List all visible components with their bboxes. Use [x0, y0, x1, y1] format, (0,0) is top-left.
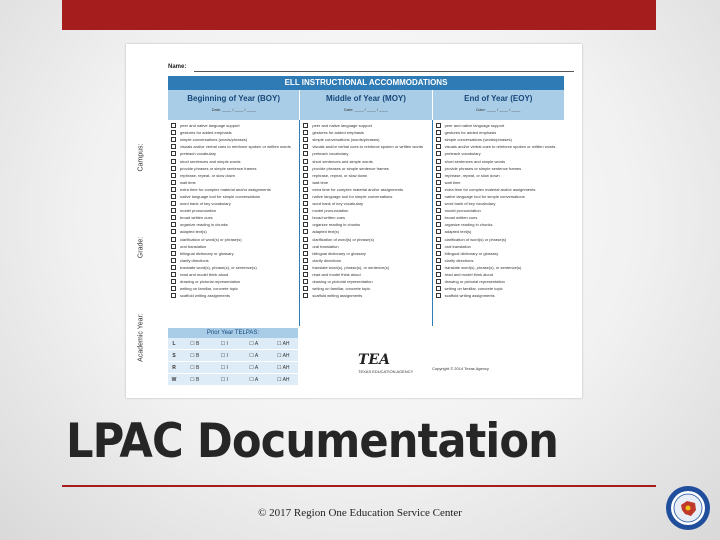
checkbox-icon [171, 208, 176, 213]
accommodation-label: bilingual dictionary or glossary [444, 250, 499, 256]
accommodation-label: oral translation [444, 243, 471, 249]
region-one-seal-icon [665, 485, 711, 531]
accommodation-label: visuals and/or verbal cues to reinforce spoken or written words [180, 144, 291, 150]
accommodation-label: gestures for added emphasis [180, 130, 232, 136]
checkbox-icon [303, 258, 308, 263]
prior-year-row [168, 338, 298, 350]
checkbox-icon [436, 222, 441, 227]
accommodation-label: wait time [180, 179, 196, 185]
accommodation-item [436, 221, 561, 228]
accommodation-item [171, 150, 296, 157]
checkbox-icon [303, 166, 308, 171]
accommodation-label: simple conversations (words/phrases) [180, 137, 248, 143]
checkbox-icon [171, 166, 176, 171]
checkbox-icon [171, 130, 176, 135]
checkbox-icon [171, 222, 176, 227]
accommodation-label: translate word(s), phrase(s), or sentence(s) [312, 264, 390, 270]
checkbox-icon [303, 279, 308, 284]
accommodation-item [436, 200, 561, 207]
proficiency-option: ☐ AH [276, 364, 290, 371]
accommodation-label: read and model think aloud [312, 272, 361, 278]
tea-logo [358, 352, 413, 374]
checkbox-icon [436, 151, 441, 156]
proficiency-option: ☐ B [190, 376, 200, 383]
title-underline [62, 485, 656, 487]
accommodation-label: drawing or pictorial representation [180, 279, 241, 285]
checkbox-icon [303, 123, 308, 128]
accommodation-label: extra time for complex material and/or assignments [444, 186, 536, 192]
checkbox-icon [171, 173, 176, 178]
checkbox-icon [303, 194, 308, 199]
checkbox-icon [436, 123, 441, 128]
checkbox-icon [171, 258, 176, 263]
accommodation-item [436, 257, 561, 264]
accommodation-item [303, 285, 428, 292]
checkbox-icon [436, 229, 441, 234]
accommodation-label: provide phrases or simple sentence frames [312, 165, 389, 171]
domain-label: W [171, 376, 177, 383]
table-title: ELL INSTRUCTIONAL ACCOMMODATIONS [168, 76, 564, 90]
accommodation-item [303, 150, 428, 157]
checkbox-icon [171, 159, 176, 164]
accommodations-table [168, 76, 564, 326]
accommodation-label: model pronunciation [444, 208, 481, 214]
proficiency-option: ☐ B [190, 352, 200, 359]
prior-year-row [168, 374, 298, 386]
accommodation-label: short sentences and simple words [444, 158, 506, 164]
accommodation-label: native language tool for simple conversations [444, 193, 525, 199]
campus-label: Campus: [137, 143, 145, 172]
accommodation-label: oral translation [180, 243, 207, 249]
accommodation-item [436, 243, 561, 250]
accommodation-item [436, 122, 561, 129]
accommodation-item [171, 122, 296, 129]
accommodation-item [436, 214, 561, 221]
accommodation-item [436, 250, 561, 257]
accommodation-label: rephrase, repeat, or slow down [444, 172, 500, 178]
accommodation-item [436, 292, 561, 299]
accommodation-item [303, 193, 428, 200]
accommodation-label: clarify directions [444, 257, 474, 263]
accommodation-label: oral translation [312, 243, 339, 249]
prior-year-title: Prior Year TELPAS: [168, 328, 298, 338]
accommodation-item [436, 264, 561, 271]
moy-column [300, 120, 432, 326]
prior-year-row [168, 362, 298, 374]
accommodation-item [303, 292, 428, 299]
accommodation-item [303, 214, 428, 221]
accommodation-item [303, 221, 428, 228]
checkbox-icon [436, 144, 441, 149]
checkbox-icon [171, 265, 176, 270]
accommodation-label: bilingual dictionary or glossary [312, 250, 366, 256]
checkbox-icon [436, 251, 441, 256]
accommodation-item [303, 165, 428, 172]
accommodation-label: scaffold writing assignments [312, 293, 363, 299]
checkbox-icon [303, 180, 308, 185]
checkbox-icon [303, 222, 308, 227]
checkbox-icon [303, 286, 308, 291]
name-line [194, 71, 574, 72]
accommodation-label: peer and native language support [444, 123, 505, 129]
accommodation-item [303, 236, 428, 243]
domain-label: L [172, 340, 176, 347]
accommodation-item [303, 243, 428, 250]
accommodation-item [171, 214, 296, 221]
accommodation-label: provide phrases or simple sentence frames [444, 165, 522, 171]
accommodation-item [171, 157, 296, 164]
accommodation-label: model pronunciation [312, 208, 349, 214]
accommodation-label: rephrase, repeat, or slow down [312, 172, 368, 178]
accommodation-item [303, 143, 428, 150]
accommodation-label: drawing or pictorial representation [312, 279, 373, 285]
checkbox-icon [303, 173, 308, 178]
checkbox-icon [436, 279, 441, 284]
accommodation-label: rephrase, repeat, or slow down [180, 172, 235, 178]
accommodation-label: scaffold writing assignments [180, 293, 230, 299]
accommodation-item [436, 157, 561, 164]
accommodation-label: clarification of word(s) or phrase(s) [312, 236, 374, 242]
accommodation-label: adapted text(s) [312, 229, 340, 235]
proficiency-option: ☐ A [249, 352, 259, 359]
checkbox-icon [171, 293, 176, 298]
accommodation-label: organize reading in chunks [444, 222, 493, 228]
accommodation-item [171, 207, 296, 214]
checkbox-icon [303, 265, 308, 270]
accommodation-item [171, 257, 296, 264]
accommodation-label: simple conversations (words/phrases) [444, 137, 512, 143]
boy-heading: Beginning of Year (BOY) [187, 94, 281, 103]
checkbox-icon [171, 151, 176, 156]
accommodation-label: adapted text(s) [444, 229, 472, 235]
eoy-column [433, 120, 564, 326]
checkbox-icon [303, 293, 308, 298]
proficiency-option: ☐ AH [276, 376, 290, 383]
prior-year-row [168, 350, 298, 362]
accommodation-label: wait time [444, 179, 461, 185]
accommodation-label: peer and native language support [312, 123, 372, 129]
proficiency-option: ☐ A [249, 364, 259, 371]
checkbox-icon [436, 159, 441, 164]
checkbox-icon [436, 265, 441, 270]
accommodation-item [171, 136, 296, 143]
slide-title: LPAC Documentation [66, 414, 558, 469]
moy-header [300, 90, 432, 120]
checkbox-icon [436, 293, 441, 298]
checkbox-icon [303, 201, 308, 206]
accommodation-item [303, 228, 428, 235]
accommodation-label: organize reading in chunks [312, 222, 361, 228]
checkbox-icon [303, 244, 308, 249]
accommodation-item [171, 172, 296, 179]
accommodation-item [436, 150, 561, 157]
accommodation-item [436, 278, 561, 285]
accommodation-label: preteach vocabulary [180, 151, 217, 157]
accommodation-item [171, 143, 296, 150]
accommodations-form-image [126, 44, 582, 398]
checkbox-icon [303, 251, 308, 256]
form-copyright: Copyright © 2014 Texas Agency [432, 366, 489, 371]
accommodation-item [171, 243, 296, 250]
checkbox-icon [436, 237, 441, 242]
accommodation-label: model pronunciation [180, 208, 217, 214]
accommodation-label: broad written cues [444, 215, 478, 221]
checkbox-icon [436, 208, 441, 213]
proficiency-option: ☐ A [249, 376, 259, 383]
accommodation-label: short sentences and simple words [312, 158, 373, 164]
accommodation-label: broad written cues [312, 215, 346, 221]
checkbox-icon [303, 137, 308, 142]
domain-label: R [172, 364, 176, 371]
checkbox-icon [436, 180, 441, 185]
accommodation-item [171, 186, 296, 193]
accommodation-item [303, 278, 428, 285]
accommodation-item [303, 179, 428, 186]
accommodation-item [303, 264, 428, 271]
checkbox-icon [171, 201, 176, 206]
checkbox-icon [171, 215, 176, 220]
checkbox-icon [171, 286, 176, 291]
checkbox-icon [171, 272, 176, 277]
accommodation-label: read and model think aloud [180, 272, 229, 278]
moy-date: Date: ____ / ____ / ____ [343, 107, 389, 112]
tea-logo-text: TEA [358, 352, 390, 368]
accommodation-label: clarification of word(s) or phrase(s) [180, 236, 242, 242]
proficiency-option: ☐ AH [276, 340, 290, 347]
accommodation-label: clarification of word(s) or phrase(s) [444, 236, 507, 242]
proficiency-option: ☐ B [190, 364, 200, 371]
accommodation-label: wait time [312, 179, 329, 185]
checkbox-icon [436, 215, 441, 220]
boy-column [168, 120, 300, 326]
accommodation-label: scaffold writing assignments [444, 293, 495, 299]
accommodation-label: gestures for added emphasis [312, 130, 364, 136]
accommodation-label: adapted text(s) [180, 229, 207, 235]
accommodation-label: clarify directions [312, 257, 342, 263]
accommodation-item [171, 278, 296, 285]
checkbox-icon [171, 237, 176, 242]
accommodation-item [171, 264, 296, 271]
accommodation-label: provide phrases or simple sentence frames [180, 165, 257, 171]
slide-footer: © 2017 Region One Education Service Center [258, 507, 462, 519]
checkbox-icon [303, 144, 308, 149]
boy-header [168, 90, 300, 120]
proficiency-option: ☐ I [220, 376, 228, 383]
accommodation-label: simple conversations (words/phrases) [312, 137, 380, 143]
accommodation-label: native language tool for simple conversations [312, 193, 393, 199]
accommodation-label: gestures for added emphasis [444, 130, 497, 136]
accommodation-item [436, 271, 561, 278]
accommodation-item [436, 129, 561, 136]
accommodation-item [171, 165, 296, 172]
checkbox-icon [171, 180, 176, 185]
accommodation-item [436, 285, 561, 292]
accommodation-label: drawing or pictorial representation [444, 279, 505, 285]
accommodation-label: translate word(s), phrase(s), or sentence(s) [444, 264, 522, 270]
prior-year-telpas [168, 328, 298, 384]
checkbox-icon [171, 251, 176, 256]
accommodation-item [171, 250, 296, 257]
accommodation-item [171, 285, 296, 292]
checkbox-icon [436, 130, 441, 135]
checkbox-icon [171, 137, 176, 142]
checkbox-icon [436, 173, 441, 178]
checkbox-icon [303, 272, 308, 277]
proficiency-option: ☐ B [190, 340, 200, 347]
proficiency-option: ☐ I [220, 340, 228, 347]
accommodation-item [303, 271, 428, 278]
name-label: Name: [168, 64, 187, 70]
checkbox-icon [303, 187, 308, 192]
accommodation-item [436, 207, 561, 214]
accommodation-item [303, 257, 428, 264]
accommodation-item [171, 271, 296, 278]
checkbox-icon [436, 272, 441, 277]
accommodation-item [436, 193, 561, 200]
academic-year-label: Academic Year: [137, 313, 145, 362]
checkbox-icon [171, 123, 176, 128]
accommodation-item [436, 143, 561, 150]
accommodation-label: read and model think aloud [444, 272, 493, 278]
accommodation-label: short sentences and simple words [180, 158, 241, 164]
accommodation-item [436, 172, 561, 179]
accommodation-label: native language tool for simple conversations [180, 193, 261, 199]
checkbox-icon [436, 286, 441, 291]
checkbox-icon [436, 244, 441, 249]
checkbox-icon [436, 258, 441, 263]
checkbox-icon [303, 159, 308, 164]
accommodation-label: writing on familiar, concrete topic [444, 286, 503, 292]
accommodation-item [303, 200, 428, 207]
accommodation-item [303, 122, 428, 129]
checkbox-icon [436, 187, 441, 192]
accommodation-label: clarify directions [180, 257, 209, 263]
accommodation-label: word bank of key vocabulary [312, 201, 364, 207]
accommodation-item [303, 129, 428, 136]
accommodation-item [171, 228, 296, 235]
tea-logo-subtext: TEXAS EDUCATION AGENCY [358, 369, 414, 374]
checkbox-icon [171, 229, 176, 234]
checkbox-icon [303, 208, 308, 213]
accommodation-item [171, 179, 296, 186]
accommodation-label: bilingual dictionary or glossary [180, 250, 234, 256]
accommodation-item [436, 165, 561, 172]
accommodation-item [436, 236, 561, 243]
proficiency-option: ☐ I [220, 364, 228, 371]
checkbox-icon [436, 201, 441, 206]
accommodation-item [303, 157, 428, 164]
checkbox-icon [303, 237, 308, 242]
eoy-heading: End of Year (EOY) [464, 94, 533, 103]
accommodation-item [436, 228, 561, 235]
checkbox-icon [303, 130, 308, 135]
accommodation-label: extra time for complex material and/or assignments [312, 186, 404, 192]
accommodation-label: preteach vocabulary [312, 151, 349, 157]
checkbox-icon [171, 279, 176, 284]
accommodation-item [303, 172, 428, 179]
accommodation-label: writing on familiar, concrete topic [312, 286, 371, 292]
accommodation-item [303, 136, 428, 143]
checkbox-icon [171, 244, 176, 249]
checkbox-icon [303, 151, 308, 156]
accommodation-label: translate word(s), phrase(s), or sentence(s) [180, 264, 257, 270]
accommodation-item [303, 207, 428, 214]
accommodation-item [171, 193, 296, 200]
boy-date: Date: ____ / ____ / ____ [211, 107, 256, 112]
accommodation-item [171, 221, 296, 228]
accommodation-label: visuals and/or verbal cues to reinforce spoken or written words [312, 144, 424, 150]
checkbox-icon [171, 144, 176, 149]
accommodation-item [436, 186, 561, 193]
domain-label: S [172, 352, 176, 359]
checkbox-icon [436, 137, 441, 142]
checkbox-icon [171, 194, 176, 199]
eoy-date: Date: ____ / ____ / ____ [476, 107, 521, 112]
accommodation-label: extra time for complex material and/or assignments [180, 186, 271, 192]
accommodation-label: word bank of key vocabulary [180, 201, 231, 207]
accommodation-item [171, 200, 296, 207]
top-accent-bar [62, 0, 656, 30]
accommodation-label: peer and native language support [180, 123, 240, 129]
eoy-header [433, 90, 564, 120]
proficiency-option: ☐ I [220, 352, 228, 359]
accommodation-label: visuals and/or verbal cues to reinforce spoken or written words [444, 144, 556, 150]
accommodation-label: broad written cues [180, 215, 213, 221]
form-side-labels [126, 44, 160, 398]
accommodation-item [303, 186, 428, 193]
accommodation-item [171, 129, 296, 136]
moy-heading: Middle of Year (MOY) [326, 94, 406, 103]
accommodation-item [171, 292, 296, 299]
proficiency-option: ☐ A [249, 340, 259, 347]
checkbox-icon [171, 187, 176, 192]
checkbox-icon [436, 166, 441, 171]
accommodation-item [436, 136, 561, 143]
checkbox-icon [436, 194, 441, 199]
accommodation-label: preteach vocabulary [444, 151, 481, 157]
proficiency-option: ☐ AH [276, 352, 290, 359]
prior-year-rows [168, 338, 298, 386]
grade-label: Grade: [137, 236, 145, 259]
accommodation-label: organize reading in chunks [180, 222, 228, 228]
accommodation-item [436, 179, 561, 186]
accommodation-label: writing on familiar, concrete topic [180, 286, 239, 292]
checkbox-icon [303, 215, 308, 220]
accommodation-label: word bank of key vocabulary [444, 201, 496, 207]
table-header [168, 90, 564, 120]
checkbox-icon [303, 229, 308, 234]
table-body [168, 120, 564, 326]
accommodation-item [303, 250, 428, 257]
accommodation-item [171, 236, 296, 243]
